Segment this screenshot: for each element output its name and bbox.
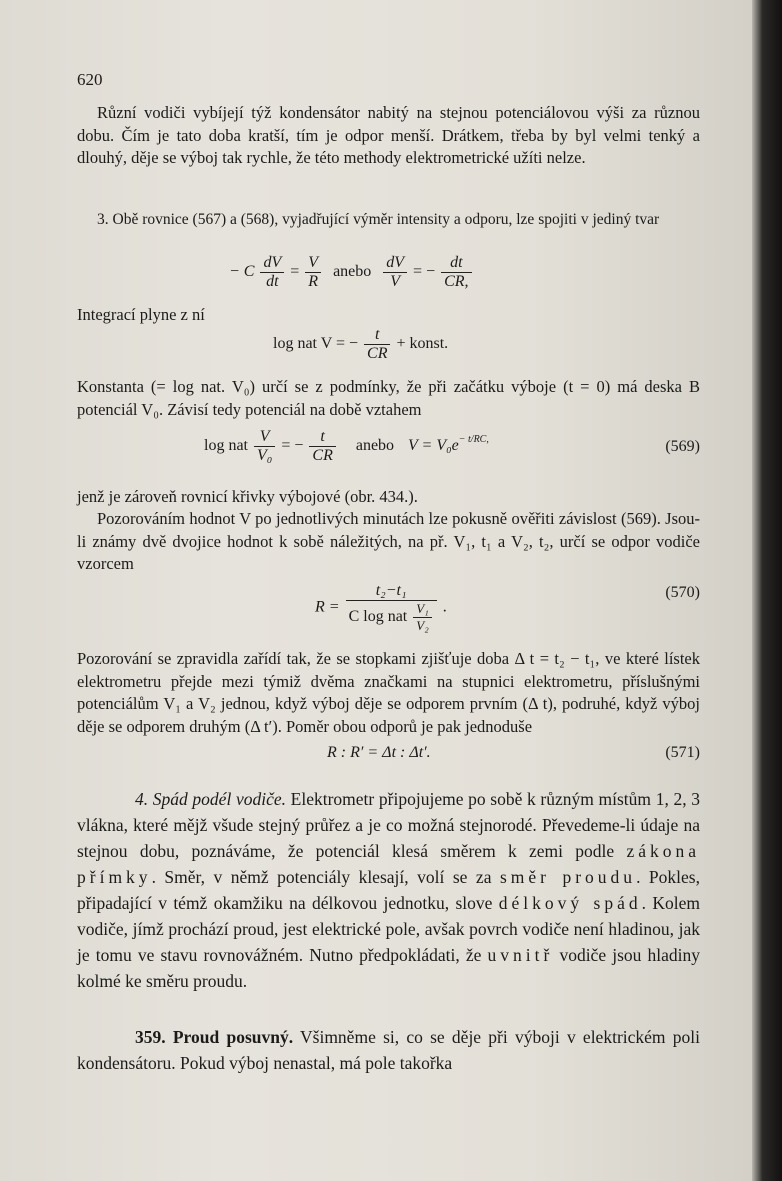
- paragraph-3: Integrací plyne z ní: [77, 305, 205, 324]
- eq2-t: t: [375, 326, 380, 343]
- eq2-cr: CR: [364, 344, 390, 363]
- paragraph-8: [77, 786, 700, 994]
- eq1-dv2: dV: [386, 254, 405, 271]
- eq570-denominator: C log nat: [348, 608, 408, 626]
- eq569-rhs: V = V₀e: [408, 437, 459, 455]
- eq570-numerator: t₂−t₁: [375, 582, 407, 599]
- eq1-dv: dV: [263, 254, 282, 271]
- paragraph-8-text-b: . Směr, v němž potenciály klesají, volí se za: [151, 867, 500, 887]
- eq570-v2: V₂: [413, 617, 431, 634]
- equation-571: [77, 744, 700, 770]
- eq570-v1: V₁: [416, 601, 429, 616]
- equation-570: [77, 570, 700, 642]
- eq570-number: (570): [665, 584, 700, 601]
- binding-edge: [752, 0, 782, 1181]
- paragraph-2: 3. Obě rovnice (567) a (568), vyjadřující výměr intensity a odporu, lze spojiti v jediný tvar: [97, 211, 660, 228]
- eq569-v: V: [259, 428, 270, 445]
- eq2-left: log nat V = −: [273, 335, 359, 353]
- eq2-right: + konst.: [396, 335, 449, 353]
- eq569-cr: CR: [309, 446, 335, 465]
- paragraph-5: jenž je zároveň rovnicí křivky výbojové (obr. 434.).: [77, 487, 418, 506]
- eq1-or: anebo: [333, 263, 372, 281]
- paragraph-1: Různí vodiči vybíjejí týž kondensátor nabitý na stejnou potenciálovou výši za různou dobu. Čím je tato doba kratší, tím je odpor menší. Drátkem, třeba by byl velmi tenký a dlouhý, děje se výboj tak rychle, že této methody elektrometrické užíti nelze.: [77, 103, 700, 167]
- paragraph-4: Konstanta (= log nat. V₀) určí se z podmínky, že při začátku výboje (t = 0) má deska B potenciál V₀. Závisí tedy potenciál na době vztahem: [77, 377, 700, 419]
- eq569-v0: V₀: [254, 446, 275, 465]
- eq1-equals2: = −: [413, 263, 436, 281]
- eq571-number: (571): [665, 744, 700, 761]
- eq1-r: R: [305, 272, 321, 291]
- eq569-exponent: − t/RC,: [458, 434, 489, 446]
- eq571-body: R : R′ = Δt : Δt′.: [327, 744, 431, 761]
- eq1-dt2: dt: [450, 254, 463, 271]
- spaced-term-inside: uvnitř: [487, 945, 554, 965]
- eq1-v2: V: [383, 272, 407, 291]
- spaced-term-law: zákona přímky: [77, 841, 700, 887]
- paragraph-8-text-a: Elektrometr připojujeme po sobě k různým místům 1, 2, 3 vlákna, které mějž všude stejný průřez a je co možná stejnorodé. Převedeme-li údaje na stejnou dobu, poznáváme, že potenciál klesá směrem k zemi podle: [77, 789, 700, 861]
- paragraph-8-text-d: . Kolem vodiče, jímž prochází proud, jest elektrické pole, avšak povrch vodiče není hladinou, jak je tomu ve stavu rovnovážném. Nutno předpokládati, že: [77, 893, 700, 965]
- paragraph-9-text: Všimněme si, co se děje při výboji v elektrickém poli kondensátoru. Pokud výboj nenastal, má pole takořka: [77, 1027, 700, 1073]
- paragraph-7: Pozorování se zpravidla zařídí tak, že se stopkami zjišťuje doba Δ t = t₂ − t₁, ve které lístek elektrometru přejde mezi týmiž dvěma značkami na stupnici elektrometru, příslušnými potenciálům V₁ a V₂ jednou, když výboj děje se odporem prvním (Δ t), podruhé, když výboj děje se odporem druhým (Δ t′). Poměr obou odporů je pak jednoduše: [77, 649, 700, 736]
- eq569-equals: = −: [281, 437, 304, 455]
- paragraph-8-text-e: vodiče jsou hladiny kolmé ke směru proudu.: [77, 945, 700, 991]
- eq569-log: log nat: [204, 437, 248, 455]
- spaced-term-direction: směr proudu: [499, 867, 637, 887]
- eq1-v: V: [308, 254, 319, 271]
- paragraph-6: Pozorováním hodnot V po jednotlivých minutách lze pokusně ověřiti závislost (569). Jsou-li známy dvě dvojice hodnot k sobě náležitých, na př. V₁, t₁ a V₂, t₂, určí se odpor vodiče vzorcem: [77, 509, 700, 573]
- eq1-minus-c: − C: [229, 263, 255, 281]
- eq570-dot: .: [442, 598, 447, 616]
- eq1-dt: dt: [260, 272, 284, 291]
- eq1-equals: =: [290, 263, 300, 281]
- section-4-heading: 4. Spád podél vodiče.: [135, 789, 287, 809]
- eq569-or: anebo: [355, 437, 395, 455]
- section-359-heading: 359. Proud posuvný.: [135, 1027, 294, 1047]
- paragraph-8-text-c: . Pokles, připadající v témž okamžiku na délkovou jednotku, slove: [77, 867, 700, 913]
- eq569-number: (569): [665, 438, 700, 455]
- eq1-cr: CR,: [441, 272, 471, 291]
- eq569-t: t: [320, 428, 325, 445]
- equation-569: [77, 428, 700, 488]
- spaced-term-gradient: délkový spád: [498, 893, 642, 913]
- paragraph-9: [77, 1024, 700, 1076]
- eq570-r: R =: [315, 598, 340, 616]
- page-number: 620: [77, 70, 103, 89]
